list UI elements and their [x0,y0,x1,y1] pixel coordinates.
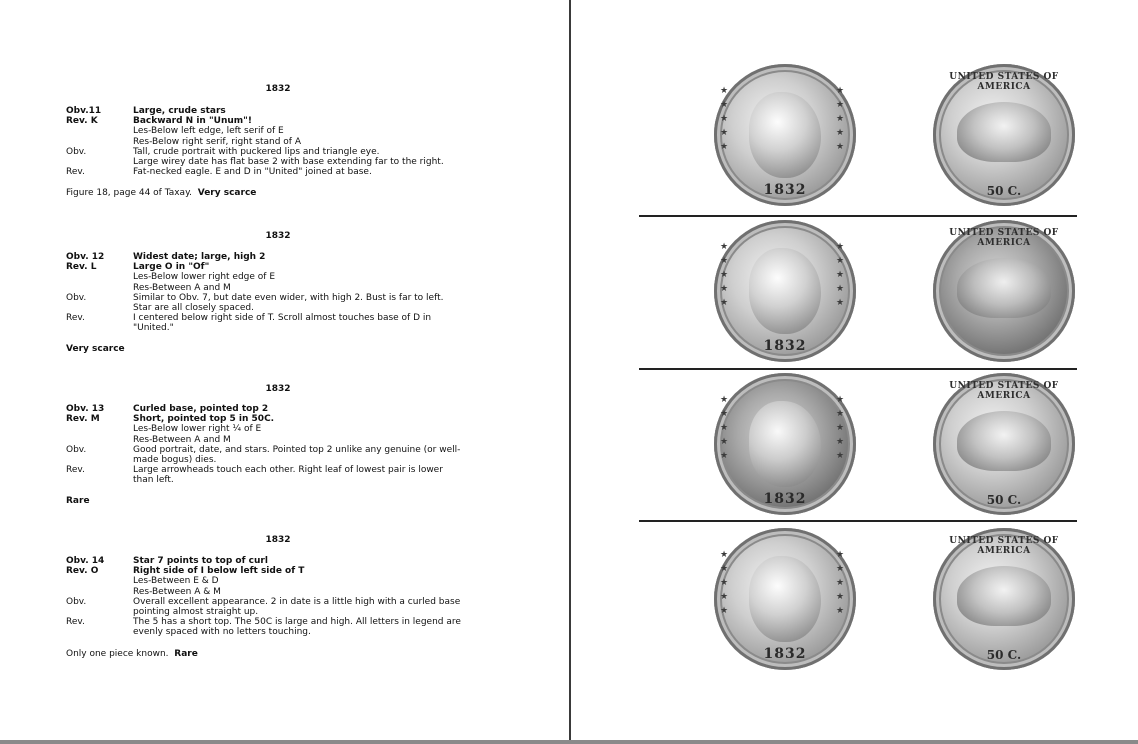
eagle-icon [957,102,1051,162]
row-text: Backward N in "Unum"! [133,116,252,127]
entry-row [66,617,463,637]
coin-obverse-image [714,528,856,670]
row-text: Widest date; large, high 2 [133,252,266,262]
coin-reverse-image [933,528,1075,670]
row-label: Obv. 13 [66,404,105,414]
row-label: Rev. L [66,262,97,273]
entry-rows [66,556,463,638]
entry-row [66,313,463,333]
entry-note [66,649,198,659]
note-text: Figure 18, page 44 of Taxay. [66,188,192,198]
stars-icon: ★ ★ ★ ★ ★ [836,395,845,461]
entry-row [66,566,463,576]
row-separator [639,368,1077,370]
row-label [66,157,133,167]
eagle-icon [957,258,1051,318]
row-text: Les-Below lower right edge of E [133,272,276,283]
row-text: Good portrait, date, and stars. Pointed top 2 unlike any genuine (or well-made bogus) dies. [133,444,461,466]
coin-denomination: 50 C. [986,184,1022,198]
stars-icon: ★ ★ ★ ★ ★ [720,550,729,616]
row-text: Large, crude stars [133,106,226,116]
row-label: Obv.11 [66,106,102,116]
coin-legend: UNITED STATES OF AMERICA [949,536,1059,556]
entry-note [66,188,256,198]
liberty-bust-icon [749,92,821,178]
row-text: The 5 has a short top. The 50C is large and high. All letters in legend are evenly spaced with no letters touching. [133,617,461,638]
liberty-bust-icon [749,401,821,487]
row-label [66,587,133,597]
row-text: Short, pointed top 5 in 50C. [133,414,275,425]
row-text: I centered below right side of T. Scroll almost touches base of D in "United." [133,313,432,334]
entry-row [66,167,463,177]
entry-rows [66,404,463,486]
row-label: Obv. [66,146,87,157]
row-text: Fat-necked eagle. E and D in "United" joined at base. [133,167,372,178]
row-text: Similar to Obv. 7, but date even wider, with high 2. Bust is far to left. Star are all closely spaced. [133,292,444,314]
entry-row [66,106,463,116]
row-label [66,435,133,445]
right-page [571,0,1138,740]
row-text: Overall excellent appearance. 2 in date is a little high with a curled base pointing almost straight up. [133,596,461,618]
stars-icon: ★ ★ ★ ★ ★ [836,550,845,616]
row-label: Rev. [66,313,85,324]
row-label: Rev. [66,617,85,628]
row-label: Rev. O [66,566,99,577]
row-text: Curled base, pointed top 2 [133,404,269,414]
rarity-label: Rare [174,649,198,659]
entry-year: 1832 [265,231,291,241]
coin-denomination: 50 C. [986,648,1022,662]
row-separator [639,215,1077,217]
entry-row [66,272,463,282]
note-text: Only one piece known. [66,649,169,659]
row-text: Res-Between A and M [133,282,231,293]
entry-row [66,414,463,424]
row-label [66,272,133,282]
entry-row [66,147,463,157]
entry-year: 1832 [265,384,291,394]
coin-reverse-image [933,64,1075,206]
coin-denomination: 50 C. [986,493,1022,507]
eagle-icon [957,411,1051,471]
coin-legend: UNITED STATES OF AMERICA [949,228,1059,248]
left-page [0,0,569,740]
entry-row [66,424,463,434]
coin-reverse-image [933,220,1075,362]
row-text: Tall, crude portrait with puckered lips and triangle eye. [133,146,380,157]
entry-row [66,126,463,136]
coin-date: 1832 [763,646,807,662]
stars-icon: ★ ★ ★ ★ ★ [836,86,845,152]
coin-date: 1832 [763,182,807,198]
stars-icon: ★ ★ ★ ★ ★ [836,242,845,308]
entry-row [66,262,463,272]
entry-row [66,157,463,167]
stars-icon: ★ ★ ★ ★ ★ [720,242,729,308]
rarity-label: Very scarce [197,188,257,198]
row-text: Large wirey date has flat base 2 with base extending far to the right. [133,157,444,168]
entry-row [66,556,463,566]
liberty-bust-icon [749,248,821,334]
coin-date: 1832 [763,491,807,507]
row-text: Res-Below right serif, right stand of A [133,136,301,147]
entry-row [66,116,463,126]
row-label [66,424,133,434]
entry-row [66,293,463,313]
bottom-scrollbar[interactable] [0,740,1138,744]
entry-row [66,404,463,414]
row-label: Obv. [66,292,87,303]
entry-row [66,137,463,147]
entry-row [66,587,463,597]
row-text: Right side of I below left side of T [133,566,305,577]
row-label: Rev. M [66,414,100,425]
entry-row [66,597,463,617]
entry-row [66,252,463,262]
coin-obverse-image [714,220,856,362]
entry-row [66,445,463,465]
entry-row [66,283,463,293]
entry-year: 1832 [265,84,291,94]
liberty-bust-icon [749,556,821,642]
entry-row [66,435,463,445]
stars-icon: ★ ★ ★ ★ ★ [720,395,729,461]
row-text: Res-Between A & M [133,586,221,597]
row-text: Large O in "Of" [133,262,210,273]
entry-row [66,576,463,586]
row-text: Les-Below left edge, left serif of E [133,126,284,137]
row-label [66,137,133,147]
rarity-label: Rare [66,496,90,506]
row-separator [639,520,1077,522]
coin-legend: UNITED STATES OF AMERICA [949,72,1059,92]
entry-year: 1832 [265,535,291,545]
coin-date: 1832 [763,338,807,354]
row-label: Obv. 12 [66,252,105,262]
row-label: Rev. [66,465,85,476]
row-text: Les-Below lower right ¼ of E [133,424,262,435]
row-text: Star 7 points to top of curl [133,556,268,566]
stars-icon: ★ ★ ★ ★ ★ [720,86,729,152]
row-text: Les-Between E & D [133,576,219,587]
row-label: Obv. [66,596,87,607]
row-text: Res-Between A and M [133,434,231,445]
row-label [66,283,133,293]
row-label: Rev. K [66,116,98,127]
entry-rows [66,106,463,177]
coin-obverse-image [714,64,856,206]
row-text: Large arrowheads touch each other. Right leaf of lowest pair is lower than left. [133,465,443,486]
coin-obverse-image [714,373,856,515]
row-label [66,576,133,586]
entry-rows [66,252,463,334]
coin-legend: UNITED STATES OF AMERICA [949,381,1059,401]
row-label: Rev. [66,167,85,178]
rarity-label: Very scarce [66,344,125,354]
eagle-icon [957,566,1051,626]
row-label [66,126,133,136]
row-label: Obv. 14 [66,556,105,566]
entry-row [66,465,463,485]
coin-reverse-image [933,373,1075,515]
row-label: Obv. [66,444,87,455]
